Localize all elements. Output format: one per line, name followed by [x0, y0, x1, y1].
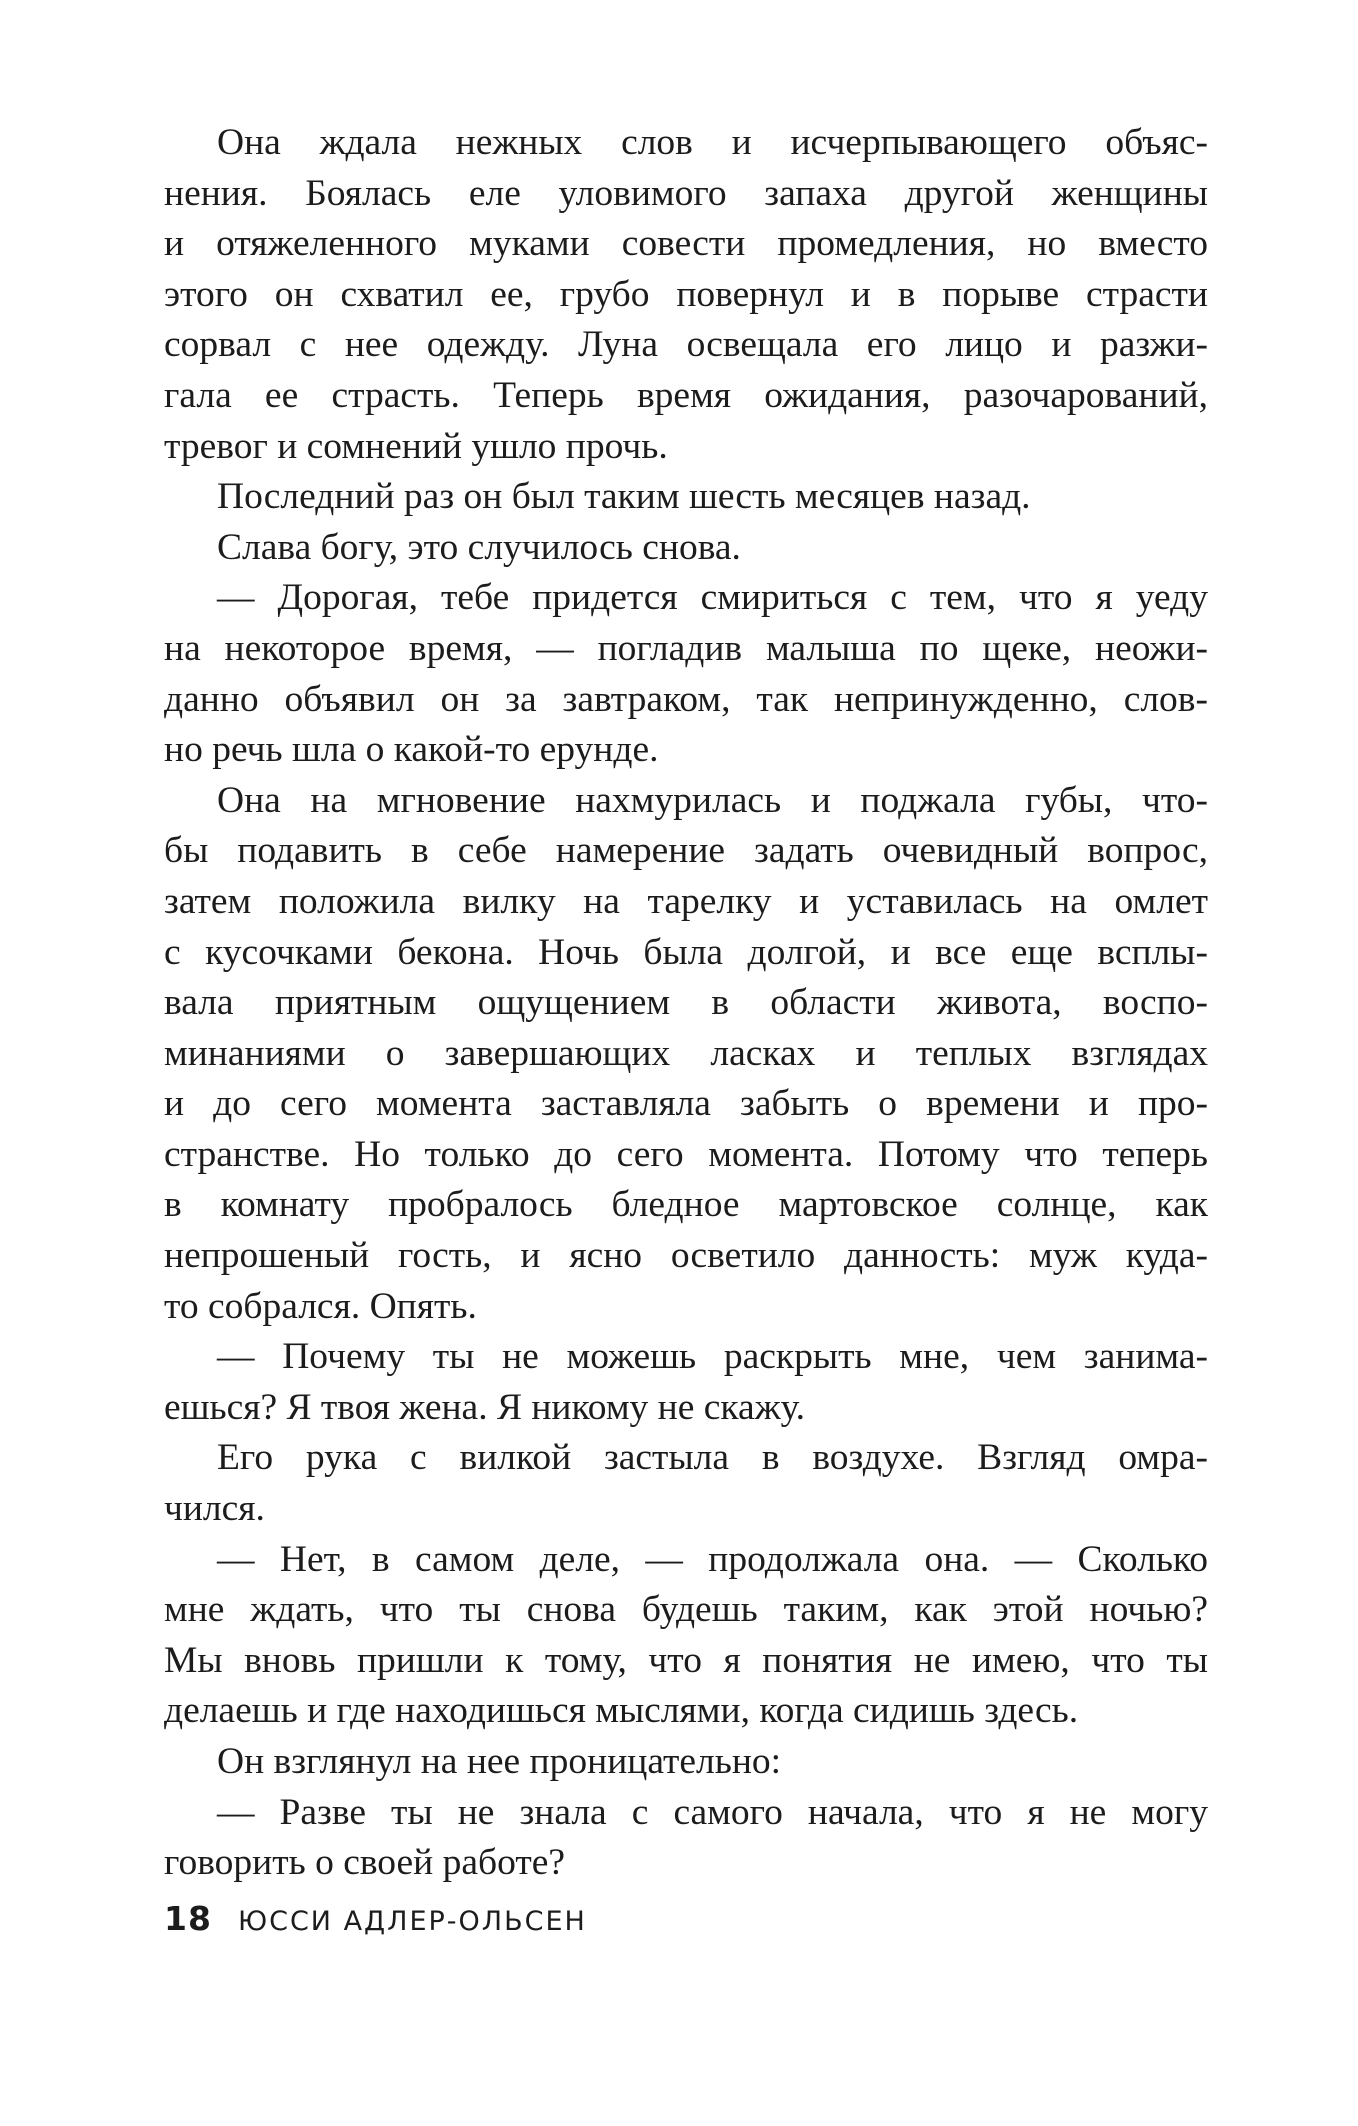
text-line: минаниями о завершающих ласках и теплых взглядах [164, 1032, 1208, 1074]
text-line: вала приятным ощущением в области живота, воспо- [164, 982, 1208, 1024]
text-line: Мы вновь пришли к тому, что я понятия не имею, что ты [164, 1639, 1208, 1681]
text-line: но речь шла о какой-то ерунде. [164, 729, 659, 771]
text-line: мне ждать, что ты снова будешь таким, как этой ночью? [164, 1589, 1208, 1631]
text-line: то собрался. Опять. [164, 1285, 477, 1327]
text-line: — Дорогая, тебе придется смириться с тем, что я уеду [217, 577, 1208, 619]
text-line: говорить о своей работе? [164, 1842, 566, 1884]
body-text [164, 118, 1208, 1889]
text-line: — Разве ты не знала с самого начала, что я не могу [217, 1791, 1208, 1833]
text-line: Она на мгновение нахмурилась и поджала губы, что- [217, 779, 1208, 821]
page-footer [164, 1899, 587, 1939]
text-line: с кусочками бекона. Ночь была долгой, и все еще всплы- [164, 931, 1208, 973]
text-line: ешься? Я твоя жена. Я никому не скажу. [164, 1386, 805, 1428]
page-number: 18 [164, 1899, 212, 1938]
text-line: чился. [164, 1488, 265, 1530]
text-line: в комнату пробралось бледное мартовское солнце, как [164, 1184, 1208, 1226]
text-line: нения. Боялась еле уловимого запаха другой женщины [164, 172, 1208, 214]
text-line: делаешь и где находишься мыслями, когда сидишь здесь. [164, 1690, 1079, 1732]
text-line: Его рука с вилкой застыла в воздухе. Взгляд омра- [217, 1437, 1208, 1479]
text-line: Он взглянул на нее проницательно: [217, 1741, 782, 1782]
text-line: данно объявил он за завтраком, так непринужденно, слов- [164, 678, 1208, 720]
text-line: Слава богу, это случилось снова. [217, 526, 741, 568]
text-line: на некоторое время, — погладив малыша по щеке, неожи- [164, 627, 1208, 669]
text-line: — Нет, в самом деле, — продолжала она. — Сколько [217, 1538, 1208, 1580]
text-line: затем положила вилку на тарелку и уставилась на омлет [164, 880, 1208, 922]
text-line: Она ждала нежных слов и исчерпывающего объяс- [217, 122, 1208, 163]
text-line: сорвал с нее одежду. Луна освещала его лицо и разжи- [164, 324, 1208, 366]
text-line: этого он схватил ее, грубо повернул и в порыве страсти [164, 273, 1208, 315]
running-head-author: ЮССИ АДЛЕР-ОЛЬСЕН [237, 1906, 587, 1937]
text-line: непрошеный гость, и ясно осветило данность: муж куда- [164, 1235, 1208, 1277]
text-line: гала ее страсть. Теперь время ожидания, разочарований, [164, 374, 1208, 416]
text-line: и до сего момента заставляла забыть о времени и про- [164, 1083, 1208, 1125]
text-line: Последний раз он был таким шесть месяцев назад. [217, 476, 1031, 518]
text-line: странстве. Но только до сего момента. Потому что теперь [164, 1133, 1208, 1175]
text-line: — Почему ты не можешь раскрыть мне, чем занима- [217, 1336, 1208, 1378]
text-line: и отяжеленного муками совести промедления, но вместо [164, 223, 1208, 265]
text-line: тревог и сомнений ушло прочь. [164, 425, 668, 467]
text-line: бы подавить в себе намерение задать очевидный вопрос, [164, 830, 1208, 872]
